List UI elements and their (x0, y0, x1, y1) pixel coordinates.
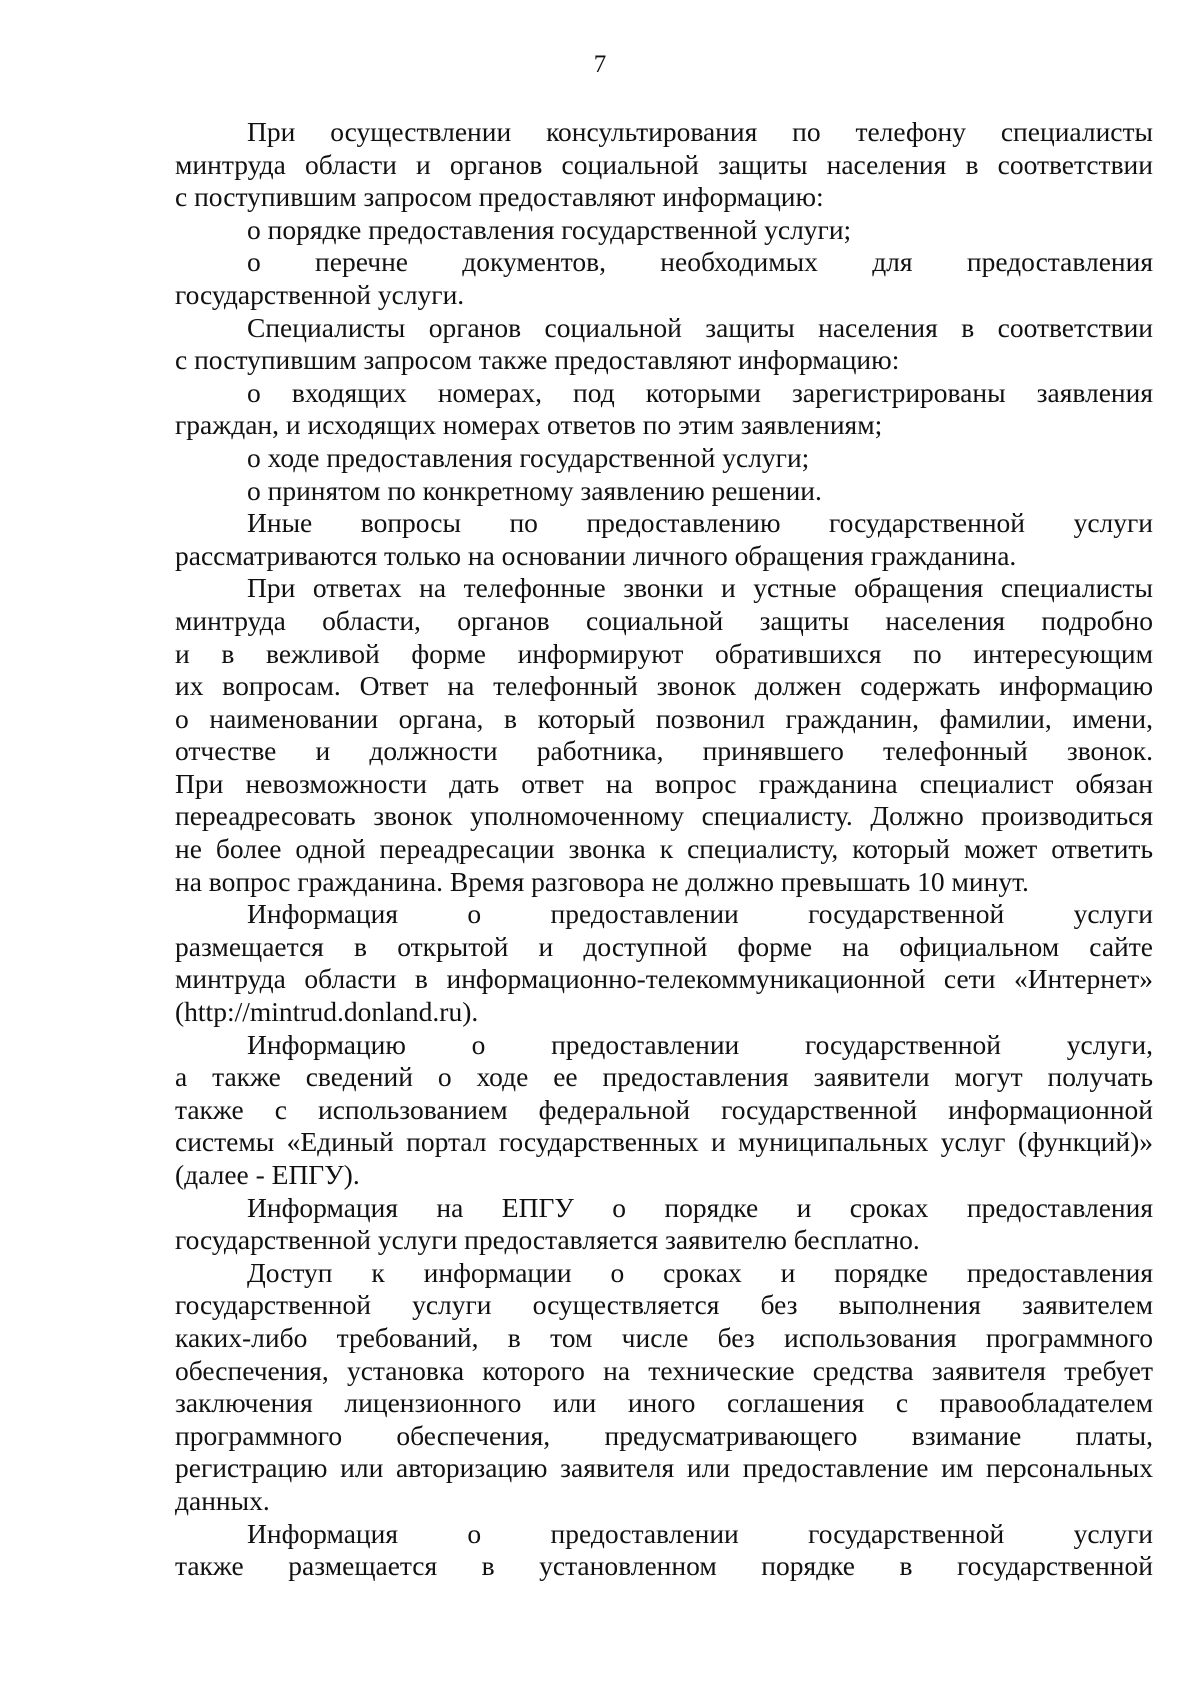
text-line: государственной услуги предоставляется заявителю бесплатно. (175, 1224, 920, 1256)
text-line: государственной услуги осуществляется без выполнения заявителем (175, 1289, 1153, 1321)
text-line: о ходе предоставления государственной услуги; (247, 441, 810, 473)
text-line: Информация на ЕПГУ о порядке и сроках предоставления (247, 1191, 1153, 1223)
text-line: о порядке предоставления государственной услуги; (247, 213, 852, 245)
text-line: (далее - ЕПГУ). (175, 1159, 360, 1190)
text-line: также размещается в установленном порядке в государственной (175, 1550, 1153, 1582)
text-line: переадресовать звонок уполномоченному специалисту. Должно производиться (175, 800, 1153, 832)
text-line: Доступ к информации о сроках и порядке предоставления (247, 1256, 1153, 1288)
text-line: Информация о предоставлении государственной услуги (247, 898, 1153, 930)
text-line: не более одной переадресации звонка к специалисту, который может ответить (175, 833, 1153, 865)
text-line: а также сведений о ходе ее предоставления заявители могут получать (175, 1061, 1153, 1093)
text-line: При осуществлении консультирования по телефону специалисты (247, 116, 1153, 147)
text-line: и в вежливой форме информируют обратившихся по интересующим (175, 637, 1153, 669)
text-line: Специалисты органов социальной защиты населения в соответствии (247, 311, 1153, 343)
text-line: При ответах на телефонные звонки и устные обращения специалисты (247, 572, 1153, 604)
text-line: государственной услуги. (175, 278, 465, 310)
text-line: данных. (175, 1484, 270, 1516)
text-line: регистрацию или авторизацию заявителя или предоставление им персональных (175, 1452, 1153, 1484)
text-line: о входящих номерах, под которыми зарегистрированы заявления (247, 376, 1153, 408)
text-line: заключения лицензионного или иного соглашения с правообладателем (175, 1387, 1153, 1419)
text-line: с поступившим запросом предоставляют информацию: (175, 181, 824, 213)
text-line: минтруда области и органов социальной защиты населения в соответствии (175, 148, 1153, 180)
text-line: Информация о предоставлении государственной услуги (247, 1517, 1153, 1549)
text-line: каких-либо требований, в том числе без использования программного (175, 1321, 1153, 1353)
text-line: с поступившим запросом также предоставляют информацию: (175, 344, 900, 376)
page-number: 7 (593, 51, 607, 78)
document-body (175, 116, 1153, 1583)
text-line: программного обеспечения, предусматривающего взимание платы, (175, 1419, 1153, 1451)
text-line: также с использованием федеральной государственной информационной (175, 1093, 1153, 1125)
text-line: отчестве и должности работника, принявшего телефонный звонок. (175, 735, 1153, 767)
text-line: граждан, и исходящих номерах ответов по этим заявлениям; (175, 409, 883, 441)
text-line: о наименовании органа, в который позвонил гражданин, фамилии, имени, (175, 702, 1153, 734)
text-line: о принятом по конкретному заявлению решении. (247, 474, 822, 506)
text-line: обеспечения, установка которого на технические средства заявителя требует (175, 1354, 1153, 1386)
text-line: Информацию о предоставлении государственной услуги, (247, 1028, 1153, 1060)
text-line: о перечне документов, необходимых для предоставления (247, 246, 1153, 278)
text-line: размещается в открытой и доступной форме на официальном сайте (175, 930, 1153, 962)
text-line: При невозможности дать ответ на вопрос гражданина специалист обязан (175, 767, 1153, 799)
text-line: их вопросам. Ответ на телефонный звонок должен содержать информацию (175, 670, 1153, 702)
text-line: на вопрос гражданина. Время разговора не должно превышать 10 минут. (175, 865, 1029, 897)
text-line: (http://mintrud.donland.ru). (175, 996, 479, 1028)
text-line: системы «Единый портал государственных и муниципальных услуг (функций)» (175, 1126, 1153, 1158)
text-line: Иные вопросы по предоставлению государственной услуги (247, 507, 1153, 539)
text-line: минтруда области в информационно-телекоммуникационной сети «Интернет» (175, 963, 1153, 995)
text-line: минтруда области, органов социальной защиты населения подробно (175, 604, 1153, 636)
text-line: рассматриваются только на основании личного обращения гражданина. (175, 539, 1017, 571)
